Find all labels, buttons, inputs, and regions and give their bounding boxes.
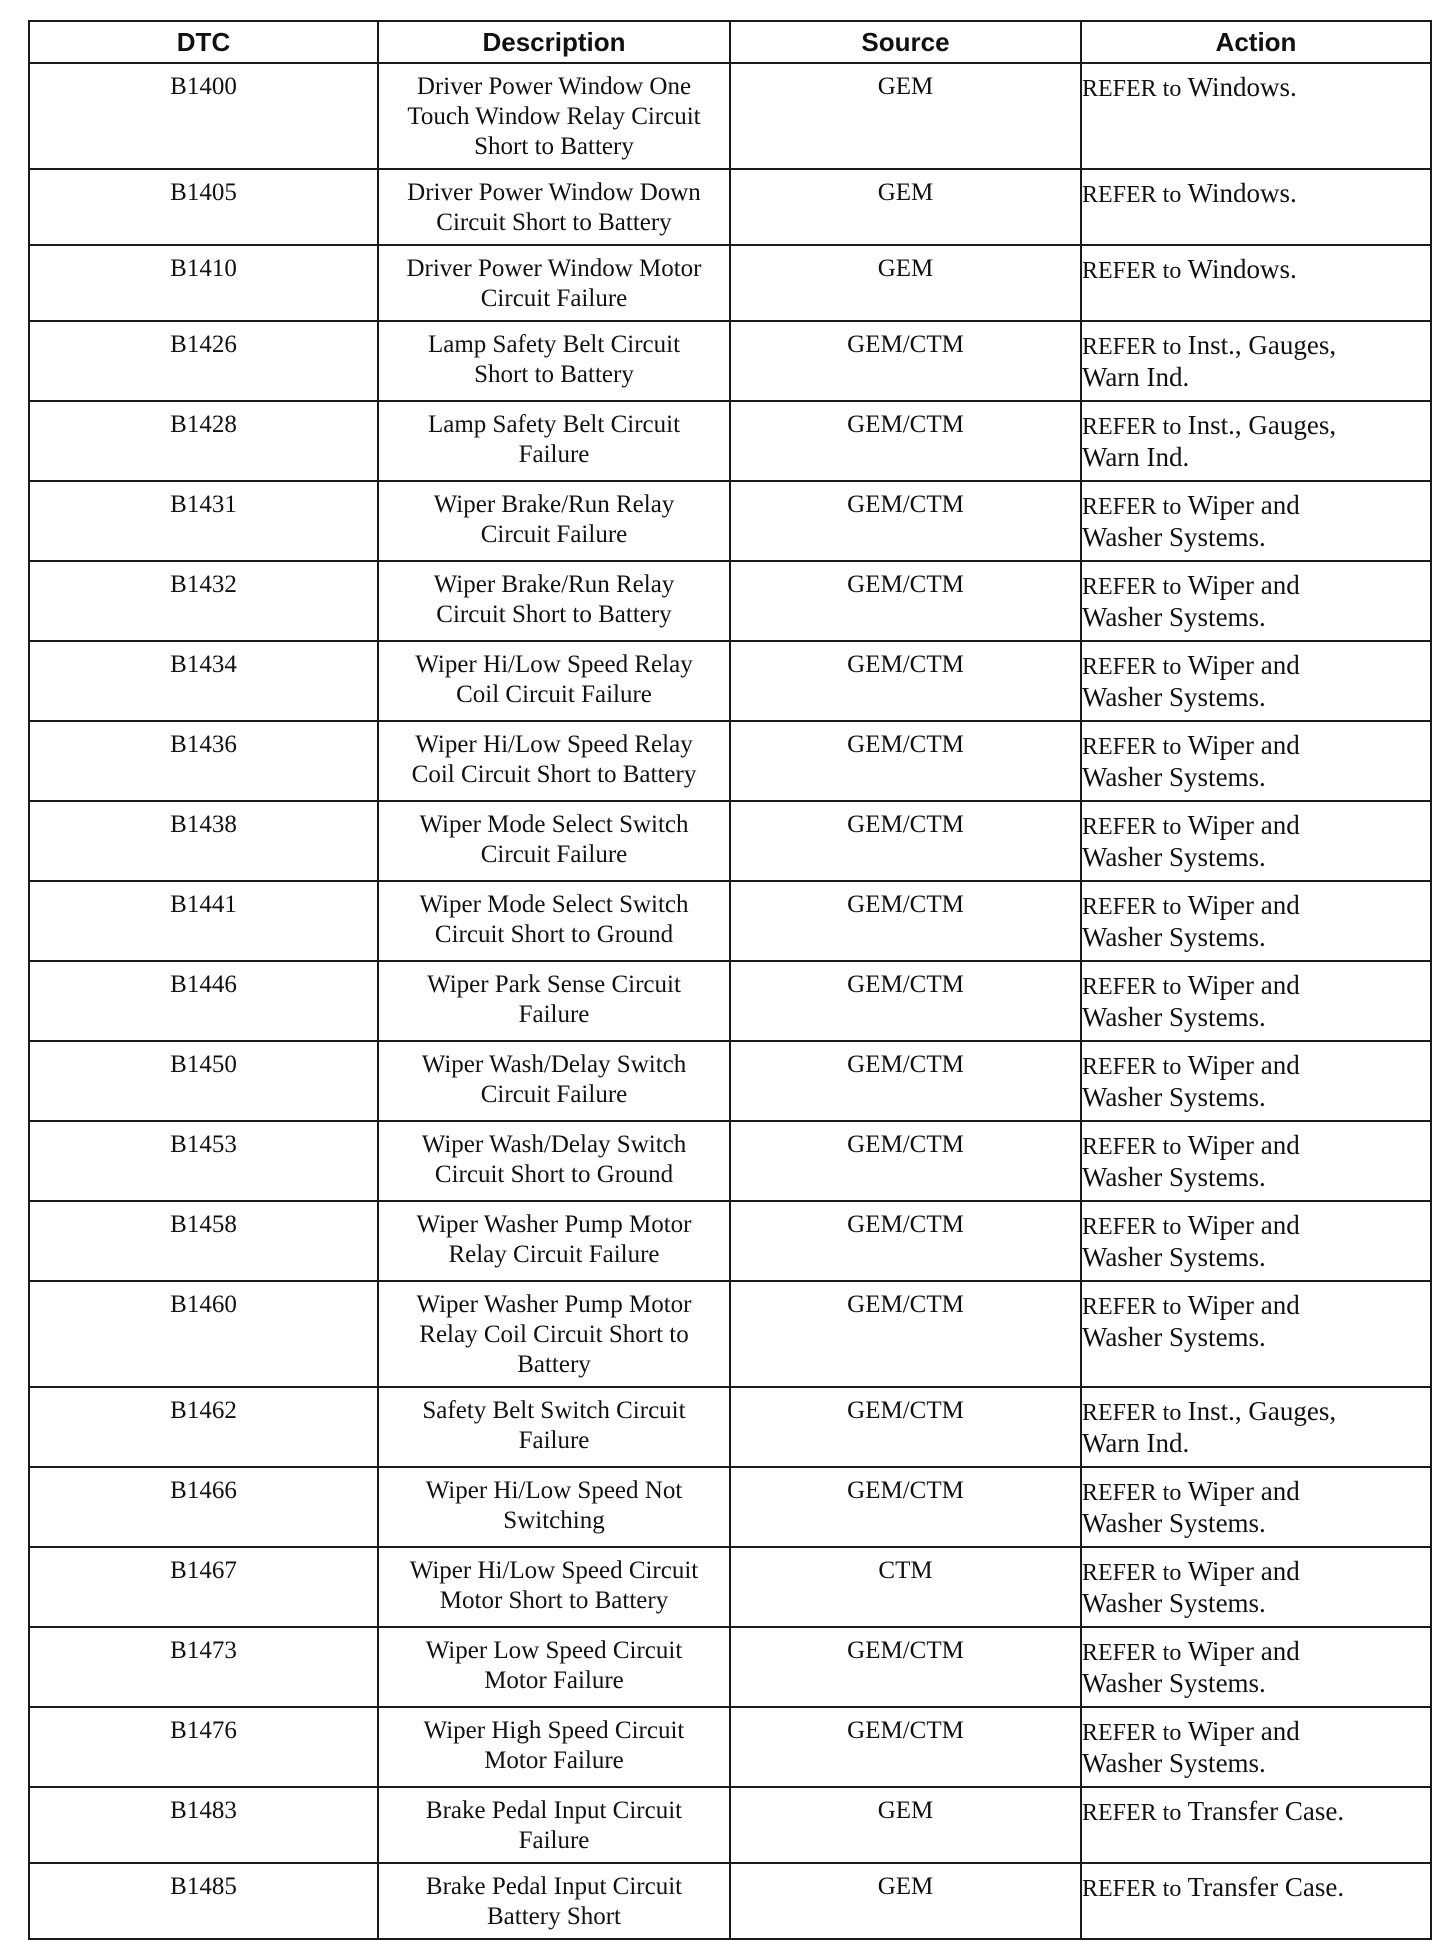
action-reference: Wiper and	[1187, 570, 1300, 600]
action-line	[1082, 970, 1430, 1002]
dtc-table	[28, 20, 1432, 1940]
dtc-code: B1410	[29, 245, 378, 321]
dtc-code: B1485	[29, 1863, 378, 1939]
description-line: Driver Power Window Motor	[406, 255, 702, 282]
action-line	[1082, 1508, 1430, 1540]
action-line	[1082, 762, 1430, 794]
action-reference: Transfer Case.	[1187, 1796, 1345, 1826]
description-line: Wiper Wash/Delay Switch	[421, 1051, 687, 1078]
action-line	[1082, 1242, 1430, 1274]
action-reference: Washer Systems.	[1082, 922, 1266, 952]
header-dtc: DTC	[29, 21, 378, 63]
action-line	[1082, 1428, 1430, 1460]
action-line	[1082, 1130, 1430, 1162]
dtc-description	[378, 641, 730, 721]
action-prefix: REFER to	[1082, 974, 1182, 1000]
dtc-source: GEM/CTM	[730, 481, 1081, 561]
action-prefix: REFER to	[1082, 1294, 1182, 1320]
description-line: Wiper Hi/Low Speed Relay	[415, 651, 693, 678]
description-line: Brake Pedal Input Circuit	[425, 1873, 683, 1900]
table-row	[29, 321, 1431, 401]
dtc-action	[1081, 1201, 1431, 1281]
description-line: Switching	[503, 1507, 605, 1534]
action-line	[1082, 1668, 1430, 1700]
dtc-description	[378, 1547, 730, 1627]
action-reference: Washer Systems.	[1082, 1082, 1266, 1112]
action-reference: Washer Systems.	[1082, 522, 1266, 552]
table-header	[29, 21, 1431, 63]
table-row	[29, 63, 1431, 169]
action-line	[1082, 72, 1430, 104]
description-line: Safety Belt Switch Circuit	[422, 1397, 686, 1424]
description-line: Coil Circuit Short to Battery	[411, 761, 697, 788]
action-reference: Wiper and	[1187, 650, 1300, 680]
action-reference: Inst., Gauges,	[1187, 410, 1337, 440]
action-prefix: REFER to	[1082, 1054, 1182, 1080]
action-reference: Wiper and	[1187, 730, 1300, 760]
dtc-code: B1453	[29, 1121, 378, 1201]
table-body	[29, 63, 1431, 1939]
description-line: Wiper Hi/Low Speed Circuit	[409, 1557, 699, 1584]
action-reference: Washer Systems.	[1082, 682, 1266, 712]
table-row	[29, 1707, 1431, 1787]
action-reference: Windows.	[1187, 178, 1297, 208]
dtc-source: GEM	[730, 1863, 1081, 1939]
description-line: Wiper Hi/Low Speed Not	[425, 1477, 683, 1504]
action-reference: Windows.	[1187, 254, 1297, 284]
dtc-description	[378, 961, 730, 1041]
dtc-code: B1432	[29, 561, 378, 641]
table-row	[29, 1201, 1431, 1281]
dtc-action	[1081, 1627, 1431, 1707]
table-row	[29, 1787, 1431, 1863]
description-line: Wiper Low Speed Circuit	[425, 1637, 683, 1664]
action-line	[1082, 362, 1430, 394]
description-line: Lamp Safety Belt Circuit	[427, 411, 681, 438]
description-line: Failure	[518, 1827, 590, 1854]
description-line: Touch Window Relay Circuit	[407, 103, 701, 130]
dtc-code: B1434	[29, 641, 378, 721]
dtc-code: B1458	[29, 1201, 378, 1281]
action-line	[1082, 650, 1430, 682]
action-line	[1082, 522, 1430, 554]
dtc-description	[378, 1387, 730, 1467]
dtc-action	[1081, 1863, 1431, 1939]
dtc-action	[1081, 561, 1431, 641]
description-line: Wiper Park Sense Circuit	[427, 971, 681, 998]
dtc-action	[1081, 1041, 1431, 1121]
action-reference: Transfer Case.	[1187, 1872, 1345, 1902]
table-row	[29, 881, 1431, 961]
action-reference: Washer Systems.	[1082, 842, 1266, 872]
dtc-code: B1431	[29, 481, 378, 561]
action-line	[1082, 178, 1430, 210]
description-line: Coil Circuit Failure	[456, 681, 652, 708]
dtc-description	[378, 481, 730, 561]
dtc-description	[378, 561, 730, 641]
action-prefix: REFER to	[1082, 654, 1182, 680]
description-line: Circuit Short to Ground	[434, 1161, 674, 1188]
action-line	[1082, 602, 1430, 634]
dtc-code: B1467	[29, 1547, 378, 1627]
action-line	[1082, 410, 1430, 442]
description-line: Lamp Safety Belt Circuit	[427, 331, 681, 358]
action-line	[1082, 570, 1430, 602]
dtc-code: B1476	[29, 1707, 378, 1787]
dtc-source: GEM/CTM	[730, 881, 1081, 961]
description-line: Circuit Failure	[480, 285, 628, 312]
action-prefix: REFER to	[1082, 1400, 1182, 1426]
dtc-description	[378, 63, 730, 169]
dtc-description	[378, 321, 730, 401]
action-line	[1082, 1796, 1430, 1828]
dtc-source: GEM/CTM	[730, 1121, 1081, 1201]
description-line: Wiper Brake/Run Relay	[433, 491, 675, 518]
dtc-source: GEM/CTM	[730, 321, 1081, 401]
description-line: Relay Coil Circuit Short to	[419, 1321, 689, 1348]
action-prefix: REFER to	[1082, 734, 1182, 760]
action-line	[1082, 1162, 1430, 1194]
dtc-source: GEM/CTM	[730, 801, 1081, 881]
dtc-code: B1438	[29, 801, 378, 881]
action-prefix: REFER to	[1082, 334, 1182, 360]
description-line: Wiper Washer Pump Motor	[416, 1211, 692, 1238]
dtc-code: B1466	[29, 1467, 378, 1547]
action-reference: Wiper and	[1187, 1556, 1300, 1586]
dtc-source: GEM	[730, 63, 1081, 169]
header-source: Source	[730, 21, 1081, 63]
dtc-source: GEM/CTM	[730, 1041, 1081, 1121]
dtc-code: B1450	[29, 1041, 378, 1121]
description-line: Circuit Short to Battery	[436, 601, 672, 628]
dtc-source: GEM	[730, 1787, 1081, 1863]
table-row	[29, 961, 1431, 1041]
action-reference: Washer Systems.	[1082, 1508, 1266, 1538]
dtc-action	[1081, 881, 1431, 961]
action-reference: Warn Ind.	[1082, 1428, 1190, 1458]
description-line: Wiper Mode Select Switch	[419, 891, 689, 918]
action-line	[1082, 842, 1430, 874]
action-reference: Washer Systems.	[1082, 1668, 1266, 1698]
description-line: Failure	[518, 441, 590, 468]
dtc-action	[1081, 1707, 1431, 1787]
dtc-source: GEM/CTM	[730, 1281, 1081, 1387]
action-reference: Inst., Gauges,	[1187, 1396, 1337, 1426]
action-prefix: REFER to	[1082, 1876, 1182, 1902]
description-line: Failure	[518, 1001, 590, 1028]
action-prefix: REFER to	[1082, 1800, 1182, 1826]
description-line: Wiper Brake/Run Relay	[433, 571, 675, 598]
description-line: Circuit Failure	[480, 841, 628, 868]
dtc-source: GEM/CTM	[730, 1467, 1081, 1547]
action-reference: Wiper and	[1187, 1290, 1300, 1320]
dtc-action	[1081, 1787, 1431, 1863]
dtc-description	[378, 1707, 730, 1787]
action-line	[1082, 1322, 1430, 1354]
table-row	[29, 721, 1431, 801]
action-line	[1082, 330, 1430, 362]
dtc-source: GEM/CTM	[730, 1707, 1081, 1787]
action-line	[1082, 1050, 1430, 1082]
description-line: Circuit Failure	[480, 521, 628, 548]
description-line: Wiper Washer Pump Motor	[416, 1291, 692, 1318]
dtc-description	[378, 1121, 730, 1201]
action-prefix: REFER to	[1082, 258, 1182, 284]
table-row	[29, 481, 1431, 561]
dtc-code: B1462	[29, 1387, 378, 1467]
action-line	[1082, 1748, 1430, 1780]
dtc-description	[378, 721, 730, 801]
action-line	[1082, 1636, 1430, 1668]
action-line	[1082, 1210, 1430, 1242]
table-row	[29, 1121, 1431, 1201]
table-row	[29, 801, 1431, 881]
action-reference: Wiper and	[1187, 490, 1300, 520]
action-prefix: REFER to	[1082, 182, 1182, 208]
description-line: Circuit Short to Battery	[436, 209, 672, 236]
dtc-code: B1460	[29, 1281, 378, 1387]
table-row	[29, 245, 1431, 321]
description-line: Short to Battery	[474, 361, 634, 388]
action-reference: Washer Systems.	[1082, 1242, 1266, 1272]
dtc-code: B1405	[29, 169, 378, 245]
action-line	[1082, 442, 1430, 474]
dtc-code: B1483	[29, 1787, 378, 1863]
action-reference: Washer Systems.	[1082, 762, 1266, 792]
dtc-code: B1446	[29, 961, 378, 1041]
description-line: Battery	[517, 1351, 591, 1378]
dtc-description	[378, 1281, 730, 1387]
table-row	[29, 641, 1431, 721]
action-prefix: REFER to	[1082, 76, 1182, 102]
action-reference: Washer Systems.	[1082, 602, 1266, 632]
action-line	[1082, 730, 1430, 762]
action-line	[1082, 490, 1430, 522]
action-prefix: REFER to	[1082, 814, 1182, 840]
action-line	[1082, 1476, 1430, 1508]
header-action: Action	[1081, 21, 1431, 63]
description-line: Circuit Failure	[480, 1081, 628, 1108]
action-reference: Washer Systems.	[1082, 1002, 1266, 1032]
dtc-description	[378, 1627, 730, 1707]
action-prefix: REFER to	[1082, 574, 1182, 600]
dtc-description	[378, 1041, 730, 1121]
description-line: Driver Power Window One	[416, 73, 692, 100]
dtc-source: GEM	[730, 169, 1081, 245]
dtc-action	[1081, 1547, 1431, 1627]
dtc-source: GEM/CTM	[730, 1387, 1081, 1467]
action-prefix: REFER to	[1082, 1560, 1182, 1586]
action-reference: Washer Systems.	[1082, 1748, 1266, 1778]
dtc-code: B1426	[29, 321, 378, 401]
action-prefix: REFER to	[1082, 1134, 1182, 1160]
action-reference: Wiper and	[1187, 1476, 1300, 1506]
dtc-source: CTM	[730, 1547, 1081, 1627]
action-line	[1082, 1082, 1430, 1114]
dtc-source: GEM/CTM	[730, 401, 1081, 481]
dtc-code: B1441	[29, 881, 378, 961]
description-line: Wiper Mode Select Switch	[419, 811, 689, 838]
table-row	[29, 1547, 1431, 1627]
action-prefix: REFER to	[1082, 1720, 1182, 1746]
action-line	[1082, 682, 1430, 714]
action-line	[1082, 922, 1430, 954]
action-prefix: REFER to	[1082, 1214, 1182, 1240]
action-line	[1082, 1290, 1430, 1322]
action-line	[1082, 1872, 1430, 1904]
description-line: Battery Short	[486, 1903, 621, 1930]
table-row	[29, 561, 1431, 641]
table-row	[29, 1387, 1431, 1467]
action-reference: Wiper and	[1187, 1050, 1300, 1080]
dtc-action	[1081, 481, 1431, 561]
dtc-action	[1081, 801, 1431, 881]
dtc-source: GEM	[730, 245, 1081, 321]
description-line: Relay Circuit Failure	[448, 1241, 660, 1268]
action-reference: Inst., Gauges,	[1187, 330, 1337, 360]
table-row	[29, 169, 1431, 245]
description-line: Wiper Wash/Delay Switch	[421, 1131, 687, 1158]
description-line: Circuit Short to Ground	[434, 921, 674, 948]
action-reference: Wiper and	[1187, 1636, 1300, 1666]
dtc-action	[1081, 1387, 1431, 1467]
dtc-description	[378, 1863, 730, 1939]
description-line: Motor Short to Battery	[439, 1587, 669, 1614]
action-prefix: REFER to	[1082, 1640, 1182, 1666]
action-reference: Washer Systems.	[1082, 1322, 1266, 1352]
dtc-description	[378, 1787, 730, 1863]
dtc-source: GEM/CTM	[730, 721, 1081, 801]
action-line	[1082, 1588, 1430, 1620]
description-line: Wiper Hi/Low Speed Relay	[415, 731, 693, 758]
dtc-code: B1436	[29, 721, 378, 801]
table-row	[29, 1627, 1431, 1707]
action-prefix: REFER to	[1082, 414, 1182, 440]
description-line: Failure	[518, 1427, 590, 1454]
header-description: Description	[378, 21, 730, 63]
action-prefix: REFER to	[1082, 894, 1182, 920]
dtc-description	[378, 881, 730, 961]
dtc-description	[378, 801, 730, 881]
dtc-action	[1081, 1281, 1431, 1387]
dtc-description	[378, 401, 730, 481]
dtc-action	[1081, 169, 1431, 245]
dtc-action	[1081, 721, 1431, 801]
action-reference: Washer Systems.	[1082, 1588, 1266, 1618]
action-line	[1082, 254, 1430, 286]
description-line: Motor Failure	[484, 1747, 624, 1774]
table-row	[29, 1281, 1431, 1387]
action-reference: Wiper and	[1187, 890, 1300, 920]
dtc-source: GEM/CTM	[730, 961, 1081, 1041]
dtc-action	[1081, 1467, 1431, 1547]
action-reference: Wiper and	[1187, 970, 1300, 1000]
dtc-source: GEM/CTM	[730, 561, 1081, 641]
action-line	[1082, 1556, 1430, 1588]
description-line: Short to Battery	[474, 133, 634, 160]
dtc-description	[378, 245, 730, 321]
dtc-source: GEM/CTM	[730, 1627, 1081, 1707]
header-row	[29, 21, 1431, 63]
dtc-action	[1081, 1121, 1431, 1201]
dtc-code: B1400	[29, 63, 378, 169]
table-row	[29, 1467, 1431, 1547]
dtc-action	[1081, 401, 1431, 481]
dtc-description	[378, 1201, 730, 1281]
action-reference: Wiper and	[1187, 810, 1300, 840]
table-row	[29, 1863, 1431, 1939]
table-row	[29, 1041, 1431, 1121]
action-prefix: REFER to	[1082, 494, 1182, 520]
description-line: Brake Pedal Input Circuit	[425, 1797, 683, 1824]
dtc-code: B1473	[29, 1627, 378, 1707]
description-line: Motor Failure	[484, 1667, 624, 1694]
action-reference: Warn Ind.	[1082, 362, 1190, 392]
dtc-source: GEM/CTM	[730, 1201, 1081, 1281]
action-line	[1082, 1716, 1430, 1748]
description-line: Driver Power Window Down	[407, 179, 701, 206]
dtc-action	[1081, 63, 1431, 169]
action-line	[1082, 810, 1430, 842]
dtc-action	[1081, 321, 1431, 401]
dtc-description	[378, 169, 730, 245]
dtc-action	[1081, 245, 1431, 321]
action-line	[1082, 1002, 1430, 1034]
dtc-action	[1081, 641, 1431, 721]
dtc-code: B1428	[29, 401, 378, 481]
action-reference: Wiper and	[1187, 1210, 1300, 1240]
action-reference: Warn Ind.	[1082, 442, 1190, 472]
action-line	[1082, 890, 1430, 922]
action-prefix: REFER to	[1082, 1480, 1182, 1506]
dtc-description	[378, 1467, 730, 1547]
action-line	[1082, 1396, 1430, 1428]
dtc-source: GEM/CTM	[730, 641, 1081, 721]
action-reference: Wiper and	[1187, 1716, 1300, 1746]
table-row	[29, 401, 1431, 481]
dtc-action	[1081, 961, 1431, 1041]
action-reference: Windows.	[1187, 72, 1297, 102]
action-reference: Washer Systems.	[1082, 1162, 1266, 1192]
action-reference: Wiper and	[1187, 1130, 1300, 1160]
description-line: Wiper High Speed Circuit	[423, 1717, 685, 1744]
